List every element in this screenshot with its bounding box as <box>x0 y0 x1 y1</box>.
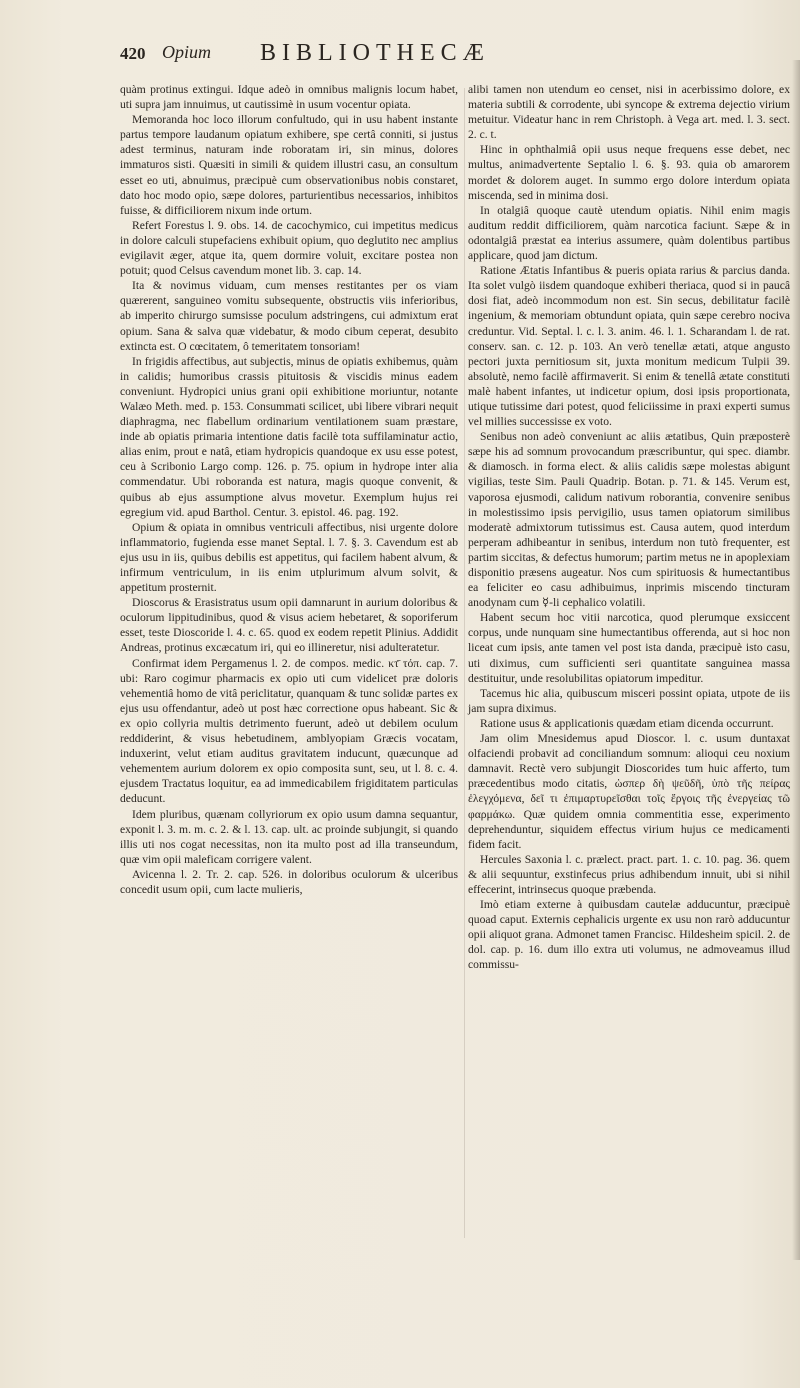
paragraph: Refert Forestus l. 9. obs. 14. de cacochymico, cui impetitus medicus in dolore calculi stupefaciens exhibuit opium, quo deglutito nec amplius evigilavit æger, atque ita, quem dormire voluit, excitare postea non potuit; quod Celsus cavendum monet lib. 3. cap. 14. <box>120 218 458 278</box>
paragraph: Dioscorus & Erasistratus usum opii damnarunt in aurium doloribus & oculorum lippitudinibus, quod & visus aciem hebetaret, & soporiferum esset, teste Dioscoride l. 4. c. 65. quod ex eodem repetit Plinius. Addidit Andreas, protinus excæcatum iri, qui eo illineretur, nisi adulteratetur. <box>120 596 458 655</box>
running-head-title: BIBLIOTHECÆ <box>260 40 490 66</box>
paragraph: Ita & novimus viduam, cum menses restitantes per os viam quærerent, sanguineo vomitu subsequente, obstructis viis inferioribus, ab imperito chirurgo sumsisse poculum adstringens, cui admixtum erat opium. Sana & salva quæ videbatur, & modo cibum ceperat, desubito extincta est. O cœcitatem, ô temeritatem tonsoriam! <box>120 279 458 353</box>
paragraph: Hercules Saxonia l. c. prælect. pract. part. 1. c. 10. pag. 36. quem & alii sequuntur, exstinfecus prius adhibendum innuit, ubi si nihil effecerint, intrinsecus quoque præbenda. <box>468 852 790 896</box>
paragraph: Imò etiam externe à quibusdam cautelæ adducuntur, præcipuè quoad caput. Externis cephalicis urgente ex usu non rarò adducuntur opii aliquot grana. Admonet tamen Francisc. Hildesheim spicil. 2. de dol. cap. p. 16. dum illo extra uti volumus, ne admoveamus illud commissu- <box>468 898 790 972</box>
paragraph: In frigidis affectibus, aut subjectis, minus de opiatis exhibemus, quàm in calidis; humoribus crassis pituitosis & viscidis minus eadem conveniunt. Hydropici unius grani opii exhibitione moriuntur, notante Walæo Meth. med. p. 153. Consummati scilicet, ubi libere vibrari nequit diaphragma, nec flabellum ordinarium ventilationem suam præstare, inde ab opiatis primaria intentione datis facilè tota suffilaminatur actio, alias enim, prout e natâ, etiam hydropicis quandoque ex usu esse potest, ceu à Scribonio Largo comp. 126. p. 75. opium in hydrope inter alia commendatur. Ubi roboranda est natura, magis quoque convenit, & quibus ab ejus assumptione alvus movetur. Exemplum hujus rei egregium vid. apud Barthol. Centur. 3. epistol. 46. pag. 192. <box>120 354 458 519</box>
paragraph: Idem pluribus, quænam collyriorum ex opio usum damna sequantur, exponit l. 3. m. m. c. 2. & l. 13. cap. ult. ac proinde subjungit, si quando illis uti nos cogat necessitas, non ita multo post ad illa transeundum, quæ vim opii maleficam corrigere valent. <box>120 807 458 866</box>
paragraph: Tacemus hic alia, quibuscum misceri possint opiata, utpote de iis jam supra diximus. <box>468 686 790 715</box>
right-column <box>468 82 790 973</box>
column-divider <box>464 88 465 1238</box>
paragraph: Avicenna l. 2. Tr. 2. cap. 526. in doloribus oculorum & ulceribus concedit usum opii, cum lacte mulieris, <box>120 867 458 896</box>
running-head-topic: Opium <box>162 42 211 62</box>
paragraph: Confirmat idem Pergamenus l. 2. de compos. medic. κτ̄ τόπ. cap. 7. ubi: Raro cogimur pharmacis ex opio uti cum videlicet præ doloris vehementiâ homo de vitâ periclitatur, quanquam & tunc solidæ partes ex ejus usu offendantur, adeò ut post hæc correctione opus habeant. Sic & ex opio collyria multis detrimento fuerunt, adeò ut debilem oculum reddiderint, & visus hebetudinem, amblyopiam Græcis vocatam, induxerint, velut etiam auditus gravitatem inducunt, quæcunque ad vehementem aurium dolorem ex opio composita sunt, seu, ut l. 8. c. 4. ejusdem Tractatus loquitur, ea ad immedicabilem frigiditatem particulas deducunt. <box>120 656 458 806</box>
paragraph: quàm protinus extingui. Idque adeò in omnibus malignis locum habet, uti supra jam innuimus, ut cautissimè in usum vocentur opiata. <box>120 83 458 112</box>
page-header <box>120 40 776 76</box>
left-column <box>120 82 458 897</box>
page-edge-shadow <box>792 60 800 1260</box>
paragraph: Opium & opiata in omnibus ventriculi affectibus, nisi urgente dolore inflammatorio, fugienda esse manet Septal. l. 7. §. 3. Cavendum est ab ejus usu in iis, quibus debilis est appetitus, qui facilem habent alvum, & infirmum ventriculum, in iis enim utplurimum alvum solvit, & appetitum prosternit. <box>120 520 458 595</box>
paragraph: Jam olim Mnesidemus apud Dioscor. l. c. usum duntaxat olfaciendi probavit ad conciliandum somnum: alioqui ceu noxium damnavit. Rectè vero subjungit Dioscorides tum huic afferto, tum præcedentibus modo citatis, ὡσπερ δὴ ψεῦδῆ, ὑπὸ τῆς πείρας ἐλεγχόμενα, δεῖ τι ἐπιμαρτυρεῖσθαι τοῖς ἔργοις τῆς ἐνεργείας τῶ φαρμάκω. Quæ quidem omnia commentitia esse, experimento deprehenduntur, siquidem effectus virium hujus ce medicamenti fidem facit. <box>468 732 790 851</box>
paragraph: In otalgiâ quoque cautè utendum opiatis. Nihil enim magis auditum reddit difficiliorem, quàm narcotica faciunt. Sæpe & in odontalgiâ præstat ea interius assumere, quàm dolentibus partibus applicare, quod jam dictum. <box>468 203 790 263</box>
paragraph: Hinc in ophthalmiâ opii usus neque frequens esse debet, nec multus, animadvertente Septalio l. 6. §. 93. quia ob amarorem mordet & dolorem auget. In summo ergo dolore interdum opiata miscenda, sed in minima dosi. <box>468 143 790 202</box>
paragraph: Memoranda hoc loco illorum confultudo, qui in usu habent instante partus tempore laudanum opiatum exhibere, spe certâ conniti, si justus adest terminus, naturam inde roboratam iri, sin minus, dolores immaturos sisti. Quæsiti in simili & quidem illustri casu, an consultum esset eo uti, abnuimus, præcipuè cum observationibus nobis constaret, dato hoc modo opio, sæpe dolores, parturientibus necessarios, inhibitos fuisse, & difficiliorem nixum inde ortum. <box>120 113 458 217</box>
paragraph: alibi tamen non utendum eo censet, nisi in acerbissimo dolore, ex materia subtili & corrodente, ubi syncope & extrema dejectio virium metuitur. Videatur hanc in rem Christoph. à Vega art. med. l. 3. sect. 2. c. t. <box>468 83 790 142</box>
paragraph: Ratione Ætatis Infantibus & pueris opiata rarius & parcius danda. Ita solet vulgò iisdem quandoque exhiberi theriaca, quod si in paucâ dosi fiat, adeò incommodum non est. Sin secus, debilitatur facilè ingenium, & memoriam obtundunt opiata, quin sæpe cerebro nociva creduntur. Vid. Septal. l. c. l. 3. anim. 46. l. 1. Scharandam l. de rat. conserv. san. c. 12. p. 103. An verò tenellæ ætati, atque angusto pectori juxta pernitiosum sit, juxta monitum medicum Tulpii 39. absolutè, nemo facilè affirmaverit. Si enim & tenellâ ætate constituti malè habent infantes, ut indicetur opium, dosi ipsis proportionata, utique tutissime dari potest, quod feliciissime in praxi experti sumus vel millies successisse ex voto. <box>468 264 790 429</box>
page-number: 420 <box>120 44 146 63</box>
paragraph: Habent secum hoc vitii narcotica, quod plerumque exsiccent corpus, unde nunquam sine humectantibus offerenda, aut si hoc non liceat cum ipsis, ante tamen vel post ista danda, præcipuè isto casu, uti diximus, cum sufficienti seri quantitate sanguinea massa destituitur, unde resolubilitas opiatorum impeditur. <box>468 611 790 685</box>
paragraph: Ratione usus & applicationis quædam etiam dicenda occurrunt. <box>480 716 774 730</box>
paragraph: Senibus non adeò conveniunt ac aliis ætatibus, Quin præposterè sæpe his ad somnum provocandum præscribuntur, qui spec. diambr. & diamosch. in forma elect. & aliis calidis sæpe molestas abigunt vigilias, teste Sim. Pauli Quadrip. Botan. p. 71. & 145. Verum est, vaporosa ejusmodi, calidum nativum roborantia, convenire senibus in molestissimo ipsis pervigilio, usus tamen opiatorum similibus moderatè admixtorum tutissimus est. Causa autem, quod interdum perperam adhibeantur in senibus, interdum non tutò frequenter, est partim siccitas, & defectus humorum; partim metus ne in apoplexiam disponitio præsens augeatur. Nos cum spirituosis & humectantibus ea feliciter eo casu adhibuimus, inprimis miscendo tincturam anodynam cum ☿-li cephalico volatili. <box>468 430 790 610</box>
